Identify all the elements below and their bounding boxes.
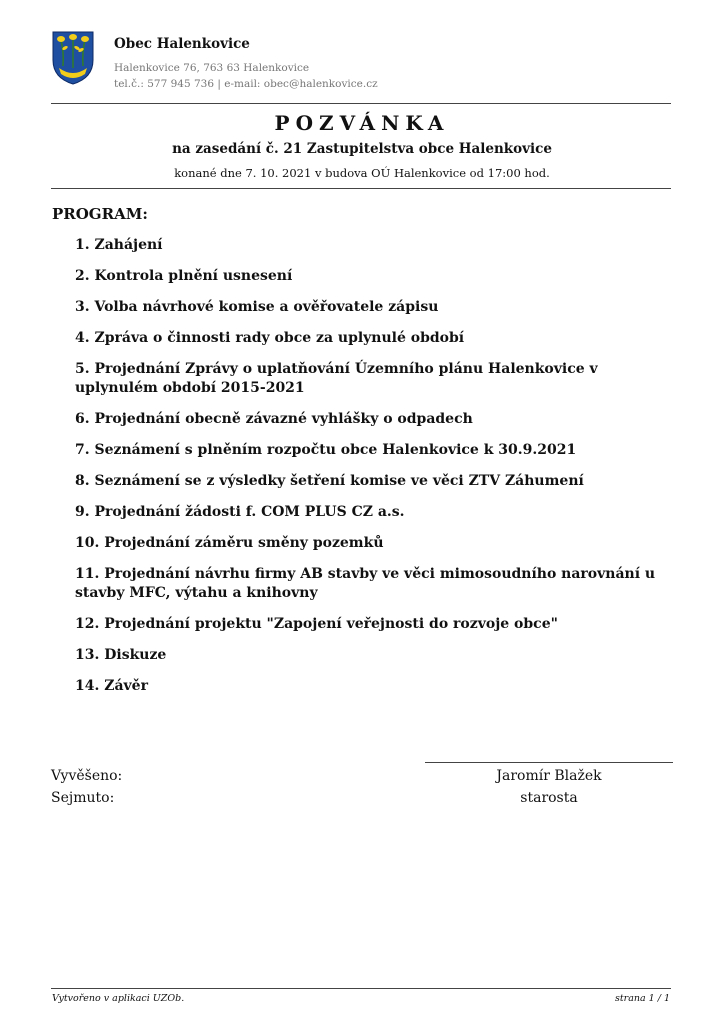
program-item: 2. Kontrola plnění usnesení <box>75 268 293 284</box>
program-item: 12. Projednání projektu "Zapojení veřejnosti do rozvoje obce" <box>75 616 558 632</box>
header-divider <box>51 103 671 104</box>
signature-block <box>425 765 673 809</box>
org-address: Halenkovice 76, 763 63 Halenkovice <box>114 62 310 74</box>
posting-info <box>51 765 122 809</box>
meeting-details: konané dne 7. 10. 2021 v budova OÚ Halenkovice od 17:00 hod. <box>174 166 550 180</box>
org-name: Obec Halenkovice <box>114 36 250 52</box>
title-divider <box>51 188 671 189</box>
org-phone-email: tel.č.: 577 945 736 | e-mail: obec@halenkovice.cz <box>114 78 378 90</box>
program-item: 11. Projednání návrhu firmy AB stavby ve věci mimosoudního narovnání u stavby MFC, výtahu a knihovny <box>75 566 656 601</box>
org-contact <box>114 60 378 92</box>
signature-line <box>425 762 673 763</box>
footer-divider <box>51 988 671 989</box>
document-subtitle: na zasedání č. 21 Zastupitelstva obce Halenkovice <box>172 141 552 157</box>
signatory-role: starosta <box>520 790 578 806</box>
footer-page-number: strana 1 / 1 <box>614 993 670 1004</box>
program-item: 4. Zpráva o činnosti rady obce za uplynulé období <box>75 330 465 346</box>
program-item: 5. Projednání Zprávy o uplatňování Územního plánu Halenkovice v uplynulém období 2015-2021 <box>75 361 598 396</box>
program-item: 14. Závěr <box>75 678 148 694</box>
program-item: 7. Seznámení s plněním rozpočtu obce Halenkovice k 30.9.2021 <box>75 442 577 458</box>
program-item: 1. Zahájení <box>75 237 163 253</box>
program-item: 9. Projednání žádosti f. COM PLUS CZ a.s. <box>75 504 405 520</box>
program-item: 10. Projednání záměru směny pozemků <box>75 535 384 551</box>
footer-created-with: Vytvořeno v aplikaci UZOb. <box>52 993 185 1004</box>
posted-label: Vyvěšeno: <box>51 768 123 784</box>
program-item: 3. Volba návrhové komise a ověřovatele zápisu <box>75 299 439 315</box>
program-item: 8. Seznámení se z výsledky šetření komise ve věci ZTV Záhumení <box>75 473 584 489</box>
signatory-name: Jaromír Blažek <box>496 768 602 784</box>
program-list <box>75 236 675 708</box>
program-item: 13. Diskuze <box>75 647 167 663</box>
program-item: 6. Projednání obecně závazné vyhlášky o odpadech <box>75 411 473 427</box>
coat-of-arms-icon <box>51 30 95 86</box>
document-title: POZVÁNKA <box>274 111 450 135</box>
program-heading: PROGRAM: <box>52 205 148 223</box>
removed-label: Sejmuto: <box>51 790 115 806</box>
